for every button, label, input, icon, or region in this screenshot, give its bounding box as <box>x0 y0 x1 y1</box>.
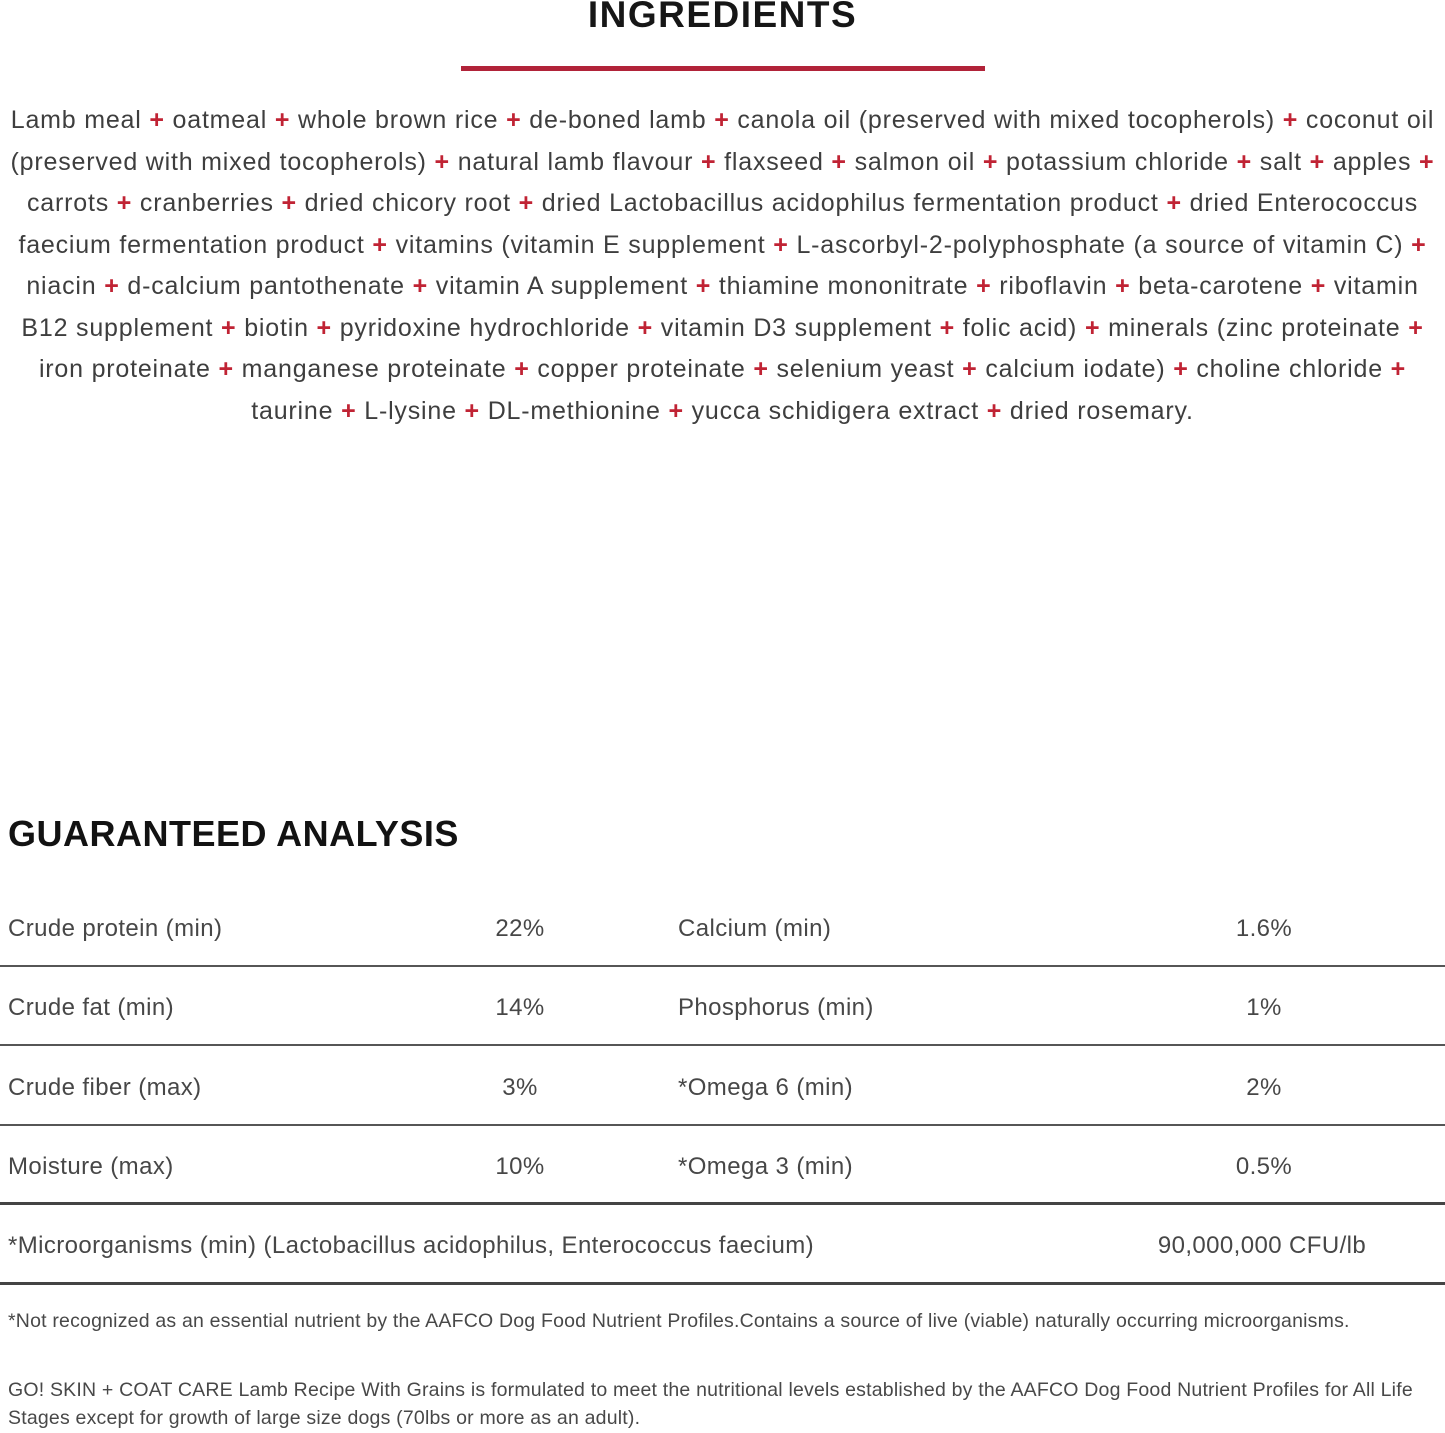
ingredient-item: selenium yeast <box>776 355 955 383</box>
ingredients-title: INGREDIENTS <box>587 0 858 35</box>
ingredient-item: minerals (zinc proteinate <box>1108 313 1401 342</box>
plus-separator: + <box>1309 147 1326 176</box>
plus-separator: + <box>637 313 654 342</box>
nutrient-label: Calcium (min) <box>678 914 832 942</box>
plus-separator: + <box>116 189 133 217</box>
plus-separator: + <box>434 147 450 176</box>
plus-separator: + <box>982 147 999 176</box>
plus-separator: + <box>518 189 534 217</box>
ingredient-item: L-ascorbyl-2-polyphosphate (a source of vitamin C) <box>796 230 1404 259</box>
ingredient-item: flaxseed <box>724 147 824 176</box>
ingredient-item: folic acid) <box>962 313 1078 342</box>
plus-separator: + <box>1084 313 1101 342</box>
ingredient-item: niacin <box>26 272 97 300</box>
plus-separator: + <box>218 355 234 383</box>
ingredient-item: vitamins (vitamin E supplement <box>395 230 766 259</box>
nutrient-value: 2% <box>1246 1073 1282 1101</box>
plus-separator: + <box>1236 147 1253 176</box>
plus-separator: + <box>1411 230 1427 259</box>
plus-separator: + <box>104 272 120 300</box>
nutrient-label: Crude fiber (max) <box>8 1073 202 1101</box>
ingredient-item: thiamine mononitrate <box>718 272 969 300</box>
plus-separator: + <box>1166 189 1182 217</box>
ingredient-item: canola oil (preserved with mixed tocopherols) <box>737 106 1275 134</box>
plus-separator: + <box>372 230 388 259</box>
ingredient-item: Lamb meal <box>10 106 142 134</box>
ingredient-item: manganese proteinate <box>241 355 507 383</box>
nutrient-label: *Omega 3 (min) <box>678 1152 853 1180</box>
plus-separator: + <box>149 106 165 134</box>
plus-separator: + <box>773 230 789 259</box>
ingredient-item: pyridoxine hydrochloride <box>339 313 630 342</box>
ingredient-item: salt <box>1259 147 1302 176</box>
ingredient-item: whole brown rice <box>297 106 499 134</box>
ingredient-item: yucca schidigera extract <box>691 396 979 425</box>
ingredient-item: dried chicory root <box>304 189 511 217</box>
red-divider-rule <box>461 66 985 71</box>
plus-separator: + <box>1390 355 1407 383</box>
ingredient-item: taurine <box>251 396 334 425</box>
ingredient-item: potassium chloride <box>1006 147 1229 176</box>
plus-separator: + <box>701 147 717 176</box>
table-row-microorganisms <box>0 1205 1445 1285</box>
aafco-footnote: *Not recognized as an essential nutrient by the AAFCO Dog Food Nutrient Profiles.Contains a source of live (viable) naturally occurring microorganisms. <box>8 1310 1350 1332</box>
ingredient-item: vitamin A supplement <box>435 272 689 300</box>
plus-separator: + <box>506 106 522 134</box>
ingredient-item: copper proteinate <box>537 355 746 383</box>
ingredient-item: iron proteinate <box>38 355 211 383</box>
guaranteed-analysis-title: GUARANTEED ANALYSIS <box>8 813 459 854</box>
ingredient-item: de-boned lamb <box>529 106 707 134</box>
nutrient-value: 1.6% <box>1235 914 1293 942</box>
plus-separator: + <box>464 396 480 425</box>
table-row-protein-calcium <box>0 887 1445 967</box>
plus-separator: + <box>1419 147 1435 176</box>
plus-separator: + <box>1282 106 1299 134</box>
ingredient-item: choline chloride <box>1196 355 1383 383</box>
table-row-moisture-omega3 <box>0 1126 1445 1206</box>
plus-separator: + <box>962 355 978 383</box>
plus-separator: + <box>976 272 992 300</box>
plus-separator: + <box>341 396 357 425</box>
nutrient-value: 10% <box>495 1152 545 1180</box>
ingredient-item: beta-carotene <box>1138 272 1303 300</box>
plus-separator: + <box>514 355 530 383</box>
ingredient-item: biotin <box>244 313 309 342</box>
plus-separator: + <box>316 313 332 342</box>
plus-separator: + <box>281 189 297 217</box>
nutrient-value: 22% <box>495 914 545 942</box>
plus-separator: + <box>986 396 1003 425</box>
nutrient-label: *Microorganisms (min) (Lactobacillus acidophilus, Enterococcus faecium) <box>8 1232 815 1260</box>
ingredient-item: cranberries <box>139 189 274 217</box>
ingredient-item: riboflavin <box>999 272 1108 300</box>
ingredient-item: calcium iodate) <box>985 355 1166 383</box>
ingredient-item: apples <box>1332 147 1412 176</box>
ingredient-item: carrots <box>26 189 109 217</box>
ingredient-item: dried Enterococcus faecium fermentation product <box>18 189 1418 259</box>
plus-separator: + <box>1310 272 1327 300</box>
nutrient-value: 3% <box>502 1073 538 1101</box>
plus-separator: + <box>274 106 291 134</box>
ingredient-item: L-lysine <box>364 396 457 425</box>
plus-separator: + <box>221 313 237 342</box>
ingredient-item: d-calcium pantothenate <box>127 272 405 300</box>
ingredient-item: salmon oil <box>854 147 976 176</box>
plus-separator: + <box>1115 272 1131 300</box>
plus-separator: + <box>714 106 730 134</box>
nutrient-value: 1% <box>1246 994 1282 1022</box>
plus-separator: + <box>831 147 847 176</box>
ingredient-item: natural lamb flavour <box>457 147 694 176</box>
plus-separator: + <box>753 355 769 383</box>
ingredient-item: coconut oil (preserved with mixed tocopherols) <box>10 106 1435 176</box>
plus-separator: + <box>668 396 684 425</box>
nutrient-label: Phosphorus (min) <box>678 994 874 1022</box>
ingredient-item: vitamin B12 supplement <box>21 272 1419 342</box>
plus-separator: + <box>695 272 712 300</box>
nutrient-label: *Omega 6 (min) <box>678 1073 853 1101</box>
nutrient-value: 90,000,000 CFU/lb <box>1157 1232 1367 1260</box>
plus-separator: + <box>1408 313 1424 342</box>
formulation-footnote: GO! SKIN + COAT CARE Lamb Recipe With Grains is formulated to meet the nutritional levels established by the AAFCO Dog Food Nutrient Profiles for All Life Stages except for growth of large size dogs (70lbs or more as an adult). <box>8 1379 1413 1429</box>
ingredient-item: dried rosemary. <box>1009 396 1194 425</box>
nutrient-value: 0.5% <box>1235 1152 1293 1180</box>
table-row-fat-phosphorus <box>0 967 1445 1047</box>
ingredient-item: oatmeal <box>172 106 268 134</box>
plus-separator: + <box>412 272 429 300</box>
nutrient-label: Crude fat (min) <box>8 994 175 1022</box>
nutrient-label: Crude protein (min) <box>8 914 223 942</box>
guaranteed-analysis-table <box>0 887 1445 1285</box>
table-row-fiber-omega6 <box>0 1046 1445 1126</box>
ingredient-item: dried Lactobacillus acidophilus fermentation product <box>541 189 1159 217</box>
ingredient-item: vitamin D3 supplement <box>660 313 932 342</box>
plus-separator: + <box>939 313 956 342</box>
plus-separator: + <box>1173 355 1189 383</box>
nutrient-value: 14% <box>495 994 545 1022</box>
nutrient-label: Moisture (max) <box>8 1152 174 1180</box>
ingredient-item: DL-methionine <box>487 396 661 425</box>
ingredients-list <box>5 100 1440 432</box>
